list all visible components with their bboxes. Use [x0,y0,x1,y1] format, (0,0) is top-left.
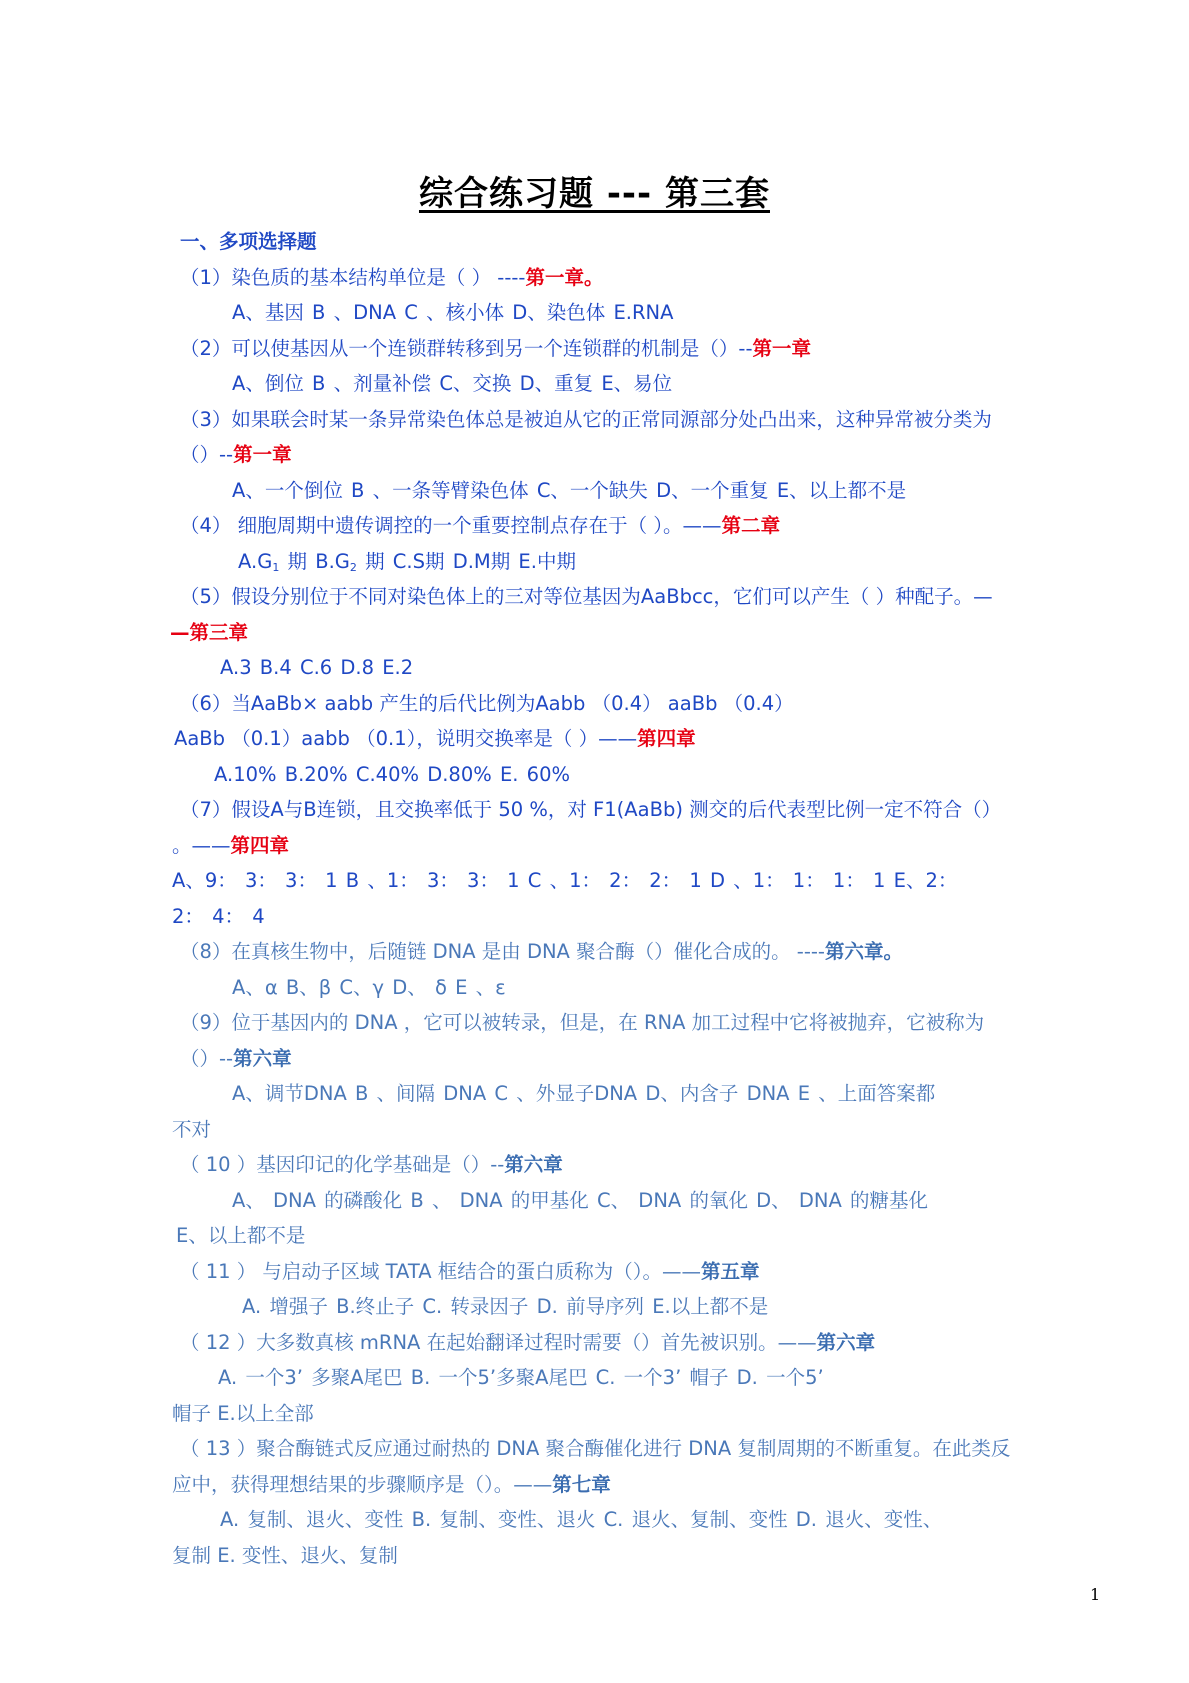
question-2: （2）可以使基因从一个连锁群转移到另一个连锁群的机制是（）--第一章 [180,336,811,360]
chapter-tag: 第六章。 [824,940,903,963]
question-1: （1）染色质的基本结构单位是（ ） ----第一章。 [180,265,604,289]
page-number: 1 [1090,1585,1101,1604]
chapter-tag: 第六章 [233,1046,292,1070]
chapter-tag: 第四章 [637,727,696,750]
question-12-options: A. 一个3’ 多聚A尾巴 B. 一个5’多聚A尾巴 C. 一个3’ 帽子 D. 一个5’ [218,1366,824,1389]
question-10: （ 10 ）基因印记的化学基础是（）--第六章 [180,1153,563,1176]
question-7-cont: 。——第四章 [172,833,290,857]
page-title: 综合练习题 --- 第三套 [418,174,770,214]
question-6-options: A.10% B.20% C.40% D.80% E. 60% [214,762,571,786]
question-8: （8）在真核生物中，后随链 DNA 是由 DNA 聚合酶（）催化合成的。 ----第六章。 [180,940,903,963]
chapter-tag: 第四章 [230,833,290,857]
question-9-cont: （）--第六章 [180,1046,292,1070]
chapter-tag: 第六章 [816,1330,876,1354]
question-1-options: A、基因 B 、DNA C 、核小体 D、染色体 E.RNA [232,301,674,324]
question-3-options: A、一个倒位 B 、一条等臂染色体 C、一个缺失 D、一个重复 E、以上都不是 [232,478,907,502]
chapter-tag: 第六章 [504,1153,563,1176]
chapter-tag: 第一章 [233,443,292,466]
chapter-tag: 第三章 [189,620,249,644]
question-11-options: A. 增强子 B.终止子 C. 转录因子 D. 前导序列 E.以上都不是 [242,1295,769,1318]
question-13: （ 13 ）聚合酶链式反应通过耐热的 DNA 聚合酶催化进行 DNA 复制周期的不断重复。在此类反 [180,1437,1011,1460]
question-13-options: A. 复制、退火、变性 B. 复制、变性、退火 C. 退火、复制、变性 D. 退火、变性、 [220,1508,943,1531]
chapter-tag: 第二章 [721,514,781,537]
question-list [170,224,1095,1573]
question-5: （5）假设分别位于不同对染色体上的三对等位基因为AaBbcc，它们可以产生（ ）种配子。— [180,585,993,608]
question-3-cont: （）--第一章 [180,443,292,466]
chapter-tag: 第一章。 [525,265,604,289]
question-10-options-cont: E、以上都不是 [176,1224,306,1247]
chapter-tag: 第七章 [552,1472,611,1496]
question-6-cont: AaBb （0.1）aabb （0.1），说明交换率是（ ）——第四章 [174,727,696,750]
question-9-options: A、调节DNA B 、间隔 DNA C 、外显子DNA D、内含子 DNA E 、上面答案都 [232,1082,936,1105]
question-12-options-cont: 帽子 E.以上全部 [172,1401,314,1425]
question-5-options: A.3 B.4 C.6 D.8 E.2 [220,656,414,679]
section-heading: 一、多项选择题 [180,230,317,253]
question-12: （ 12 ）大多数真核 mRNA 在起始翻译过程时需要（）首先被识别。——第六章 [180,1330,876,1354]
question-11: （ 11 ） 与启动子区域 TATA 框结合的蛋白质称为（）。——第五章 [180,1259,760,1283]
question-8-options: A、α B、β C、γ D、 δ E 、ε [232,975,506,999]
question-13-options-cont: 复制 E. 变性、退火、复制 [172,1543,398,1567]
question-7: （7）假设A与B连锁，且交换率低于 50 %，对 F1(AaBb) 测交的后代表型比例一定不符合（） [180,798,1002,821]
chapter-tag: 第五章 [701,1259,760,1283]
question-7-options-cont: 2： 4： 4 [172,904,265,928]
question-5-cont: —第三章 [170,620,249,644]
chapter-tag: 第一章 [752,336,811,360]
question-10-options: A、 DNA 的磷酸化 B 、 DNA 的甲基化 C、 DNA 的氧化 D、 DNA 的糖基化 [232,1188,928,1212]
question-7-options: A、9： 3： 3： 1 B 、1： 3： 3： 1 C 、1： 2： 2： 1 D 、1： 1： 1： 1 E、2： [172,869,958,892]
question-3: （3）如果联会时某一条异常染色体总是被迫从它的正常同源部分处凸出来，这种异常被分类为 [180,407,992,431]
question-9: （9）位于基因内的 DNA ，它可以被转录，但是，在 RNA 加工过程中它将被抛弃，它被称为 [180,1011,985,1034]
question-2-options: A、倒位 B 、剂量补偿 C、交换 D、重复 E、易位 [232,372,673,395]
question-4: （4） 细胞周期中遗传调控的一个重要控制点存在于（ ）。——第二章 [180,514,781,537]
question-4-options: $A.G_1$ 期 $B.G_2$ 期 C.S期 D.M期 E.中期 [238,549,576,574]
question-6: （6）当AaBb× aabb 产生的后代比例为Aabb （0.4） aaBb （0.4） [180,691,794,715]
question-9-options-cont: 不对 [172,1117,212,1141]
question-13-cont: 应中，获得理想结果的步骤顺序是（）。——第七章 [172,1472,611,1496]
